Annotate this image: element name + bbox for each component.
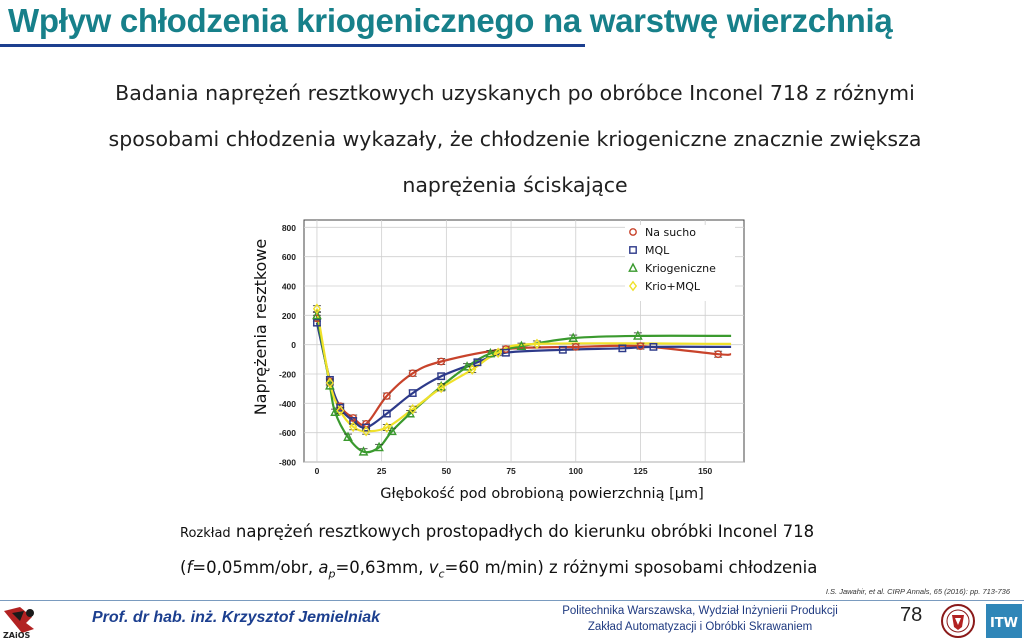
legend-label: Na sucho	[645, 226, 696, 239]
depth-value: =0,63mm,	[335, 558, 429, 577]
y-tick-label: -800	[278, 457, 296, 468]
y-tick-label: -600	[278, 428, 296, 439]
speed-value: =60 m/min) z różnymi sposobami chłodzenia	[444, 558, 818, 577]
institution-line: Zakład Automatyzacji i Obróbki Skrawaniem	[587, 621, 813, 633]
speed-sub: c	[438, 567, 445, 581]
caption-prefix: Rozkład	[180, 526, 231, 541]
x-tick-label: 125	[633, 466, 648, 476]
y-tick-label: 800	[281, 222, 296, 233]
zaios-logo-text: ZAiOS	[3, 631, 31, 640]
caption-paren: (	[180, 558, 187, 577]
x-tick-label: 50	[441, 466, 452, 476]
caption-line1: naprężeń resztkowych prostopadłych do kierunku obróbki Inconel 718	[230, 522, 815, 541]
legend-label: MQL	[645, 244, 670, 257]
feed-value: =0,05mm/obr,	[192, 558, 319, 577]
institution	[535, 603, 865, 635]
intro-line: Badania naprężeń resztkowych uzyskanych po obróbce Inconel 718 z różnymi	[115, 81, 915, 105]
page-number: 78	[900, 604, 923, 626]
y-tick-label: 200	[281, 310, 296, 321]
x-tick-label: 150	[698, 466, 713, 476]
itw-logo-text: ITW	[989, 616, 1019, 631]
x-tick-label: 75	[506, 466, 516, 476]
legend-label: Kriogeniczne	[645, 262, 716, 275]
x-tick-label: 0	[314, 466, 320, 476]
x-axis-label: Głębokość pod obrobioną powierzchnią [μm]	[380, 486, 704, 502]
depth-sub: p	[328, 567, 336, 581]
footer-divider	[0, 600, 1024, 601]
x-tick-label: 25	[376, 466, 387, 476]
citation: I.S. Jawahir, et al. CIRP Annals, 65 (2016): pp. 713-736	[825, 587, 1010, 596]
slide-title: Wpływ chłodzenia kriogenicznego na warstwę wierzchnią	[8, 2, 893, 39]
depth-symbol: a	[318, 558, 329, 577]
figure-caption	[180, 515, 860, 591]
y-tick-label: 400	[281, 281, 296, 292]
y-tick-label: 0	[291, 340, 296, 351]
residual-stress-chart	[240, 215, 760, 507]
institution-line: Politechnika Warszawska, Wydział Inżynierii Produkcji	[562, 605, 838, 617]
feed-symbol: f	[186, 558, 193, 577]
university-seal-logo	[936, 603, 980, 639]
author-name: Prof. dr hab. inż. Krzysztof Jemielniak	[92, 609, 381, 626]
y-axis-ticks	[279, 223, 296, 468]
speed-symbol: v	[428, 558, 439, 577]
itw-logo	[986, 604, 1022, 638]
y-axis-label: Naprężenia resztkowe	[251, 238, 270, 416]
title-underline	[0, 44, 585, 47]
chart-legend	[625, 225, 735, 301]
intro-line: sposobami chłodzenia wykazały, że chłodzenie kriogeniczne znacznie zwiększa	[108, 127, 922, 151]
x-axis-ticks	[315, 466, 713, 476]
y-tick-label: 600	[281, 252, 296, 263]
intro-line: naprężenia ściskające	[402, 173, 628, 197]
zaios-logo	[0, 603, 46, 640]
intro-text	[40, 70, 990, 208]
y-tick-label: -400	[278, 398, 296, 409]
y-tick-label: -200	[278, 369, 296, 380]
legend-label: Krio+MQL	[645, 280, 701, 293]
x-tick-label: 100	[568, 466, 583, 476]
